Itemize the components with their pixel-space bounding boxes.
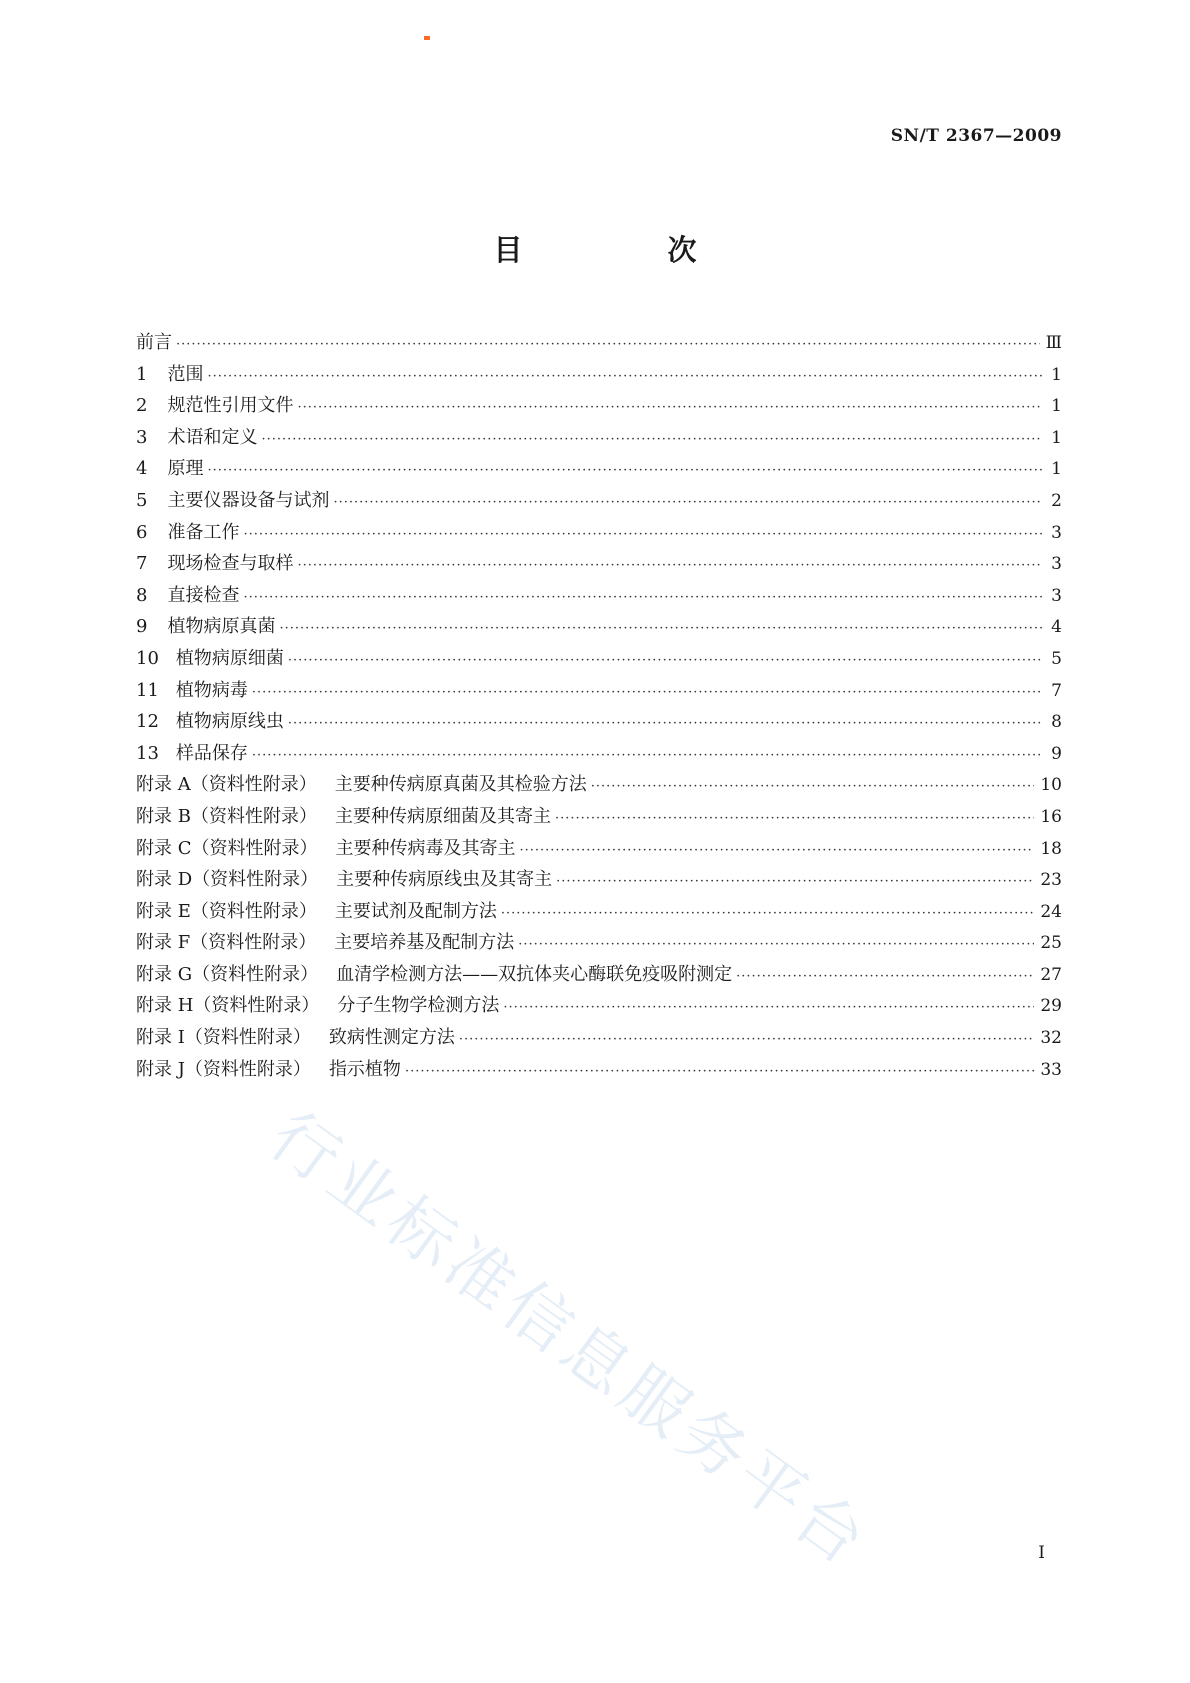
toc-entry-title: 分子生物学检测方法 xyxy=(337,995,500,1017)
toc-entry-label xyxy=(136,485,333,517)
dot-leader xyxy=(297,550,1042,582)
dot-leader xyxy=(243,582,1042,614)
dot-leader xyxy=(252,677,1042,709)
toc-entry[interactable] xyxy=(136,864,1062,896)
toc-entry-page: 29 xyxy=(1040,996,1062,1017)
toc-entry-label xyxy=(136,833,520,865)
toc-entry-page: 32 xyxy=(1040,1028,1062,1049)
toc-entry-label xyxy=(136,548,297,580)
toc-entry-page: 3 xyxy=(1051,554,1062,575)
dot-leader xyxy=(279,613,1042,645)
dot-leader xyxy=(518,929,1034,961)
toc-entry-number: 1 xyxy=(136,363,148,385)
toc-entry-number: 附录 I（资料性附录） xyxy=(136,1027,311,1049)
toc-entry-title: 主要种传病毒及其寄主 xyxy=(335,837,516,859)
dot-leader xyxy=(405,1056,1034,1088)
toc-entry-title: 主要种传病原真菌及其检验方法 xyxy=(334,774,587,796)
toc-entry-title: 指示植物 xyxy=(328,1058,401,1080)
table-of-contents xyxy=(136,327,1062,1085)
toc-entry-title: 植物病原细菌 xyxy=(175,647,284,669)
toc-entry-title: 主要种传病原线虫及其寄主 xyxy=(336,869,553,891)
toc-entry-title: 植物病毒 xyxy=(175,679,248,701)
toc-entry-page: 9 xyxy=(1051,743,1062,764)
toc-entry-number: 附录 C（资料性附录） xyxy=(136,837,318,859)
toc-entry-label xyxy=(136,390,297,422)
toc-entry-page: 33 xyxy=(1040,1059,1062,1080)
toc-entry[interactable] xyxy=(136,896,1062,928)
dot-leader xyxy=(297,392,1042,424)
toc-entry-label xyxy=(136,927,518,959)
toc-entry-page: 1 xyxy=(1051,459,1062,480)
dot-leader xyxy=(288,708,1042,740)
dot-leader xyxy=(207,455,1042,487)
toc-entry[interactable] xyxy=(136,801,1062,833)
page-number: I xyxy=(1038,1543,1045,1563)
toc-entry-page: 16 xyxy=(1040,806,1062,827)
toc-entry[interactable] xyxy=(136,675,1062,707)
toc-entry-number: 附录 D（资料性附录） xyxy=(136,869,319,891)
toc-entry-number: 3 xyxy=(136,426,148,448)
dot-leader xyxy=(252,740,1042,772)
toc-entry-page: 7 xyxy=(1051,680,1062,701)
toc-entry[interactable] xyxy=(136,327,1062,359)
toc-entry-number: 附录 E（资料性附录） xyxy=(136,900,317,922)
toc-entry-title: 现场检查与取样 xyxy=(167,553,294,575)
dot-leader xyxy=(207,361,1042,393)
dot-leader xyxy=(520,835,1035,867)
toc-entry-title: 植物病原线虫 xyxy=(175,711,284,733)
toc-entry-title: 前言 xyxy=(136,332,172,353)
toc-entry[interactable] xyxy=(136,990,1062,1022)
dot-leader xyxy=(176,329,1040,361)
toc-entry-number: 附录 J（资料性附录） xyxy=(136,1058,311,1080)
page-title: 目 次 xyxy=(493,233,755,267)
toc-entry-title: 直接检查 xyxy=(167,584,240,606)
toc-entry-label xyxy=(136,1022,459,1054)
toc-entry-number: 8 xyxy=(136,584,148,606)
toc-entry-label xyxy=(136,453,207,485)
toc-entry-number: 11 xyxy=(136,679,159,701)
toc-entry-page: 24 xyxy=(1040,901,1062,922)
toc-entry-title: 主要试剂及配制方法 xyxy=(334,900,497,922)
toc-entry[interactable] xyxy=(136,453,1062,485)
toc-entry[interactable] xyxy=(136,1054,1062,1086)
toc-entry[interactable] xyxy=(136,548,1062,580)
dot-leader xyxy=(243,519,1042,551)
standard-code: SN/T 2367—2009 xyxy=(890,126,1062,146)
toc-entry[interactable] xyxy=(136,359,1062,391)
toc-entry-number: 2 xyxy=(136,395,148,417)
toc-entry[interactable] xyxy=(136,738,1062,770)
toc-entry[interactable] xyxy=(136,1022,1062,1054)
toc-entry-label xyxy=(136,517,243,549)
toc-entry-number: 7 xyxy=(136,553,148,575)
toc-entry-title: 主要仪器设备与试剂 xyxy=(167,489,330,511)
toc-entry-number: 9 xyxy=(136,616,148,638)
toc-entry[interactable] xyxy=(136,390,1062,422)
toc-entry-title: 主要培养基及配制方法 xyxy=(334,932,515,954)
toc-entry-page: 18 xyxy=(1040,838,1062,859)
dot-leader xyxy=(556,866,1034,898)
toc-entry-page: Ⅲ xyxy=(1045,333,1062,353)
toc-entry-label xyxy=(136,706,288,738)
toc-entry[interactable] xyxy=(136,517,1062,549)
toc-entry-number: 附录 G（资料性附录） xyxy=(136,963,319,985)
toc-entry-label xyxy=(136,769,591,801)
toc-entry-title: 致病性测定方法 xyxy=(328,1027,455,1049)
toc-entry-label xyxy=(136,738,252,770)
toc-entry-page: 8 xyxy=(1051,712,1062,733)
toc-entry-page: 3 xyxy=(1051,522,1062,543)
toc-entry[interactable] xyxy=(136,769,1062,801)
toc-entry-title: 术语和定义 xyxy=(167,426,258,448)
dot-leader xyxy=(555,803,1034,835)
toc-entry-number: 附录 F（资料性附录） xyxy=(136,932,317,954)
toc-entry-number: 附录 H（资料性附录） xyxy=(136,995,320,1017)
toc-entry-page: 5 xyxy=(1051,648,1062,669)
toc-entry[interactable] xyxy=(136,485,1062,517)
toc-entry-label xyxy=(136,611,279,643)
toc-entry-number: 4 xyxy=(136,458,148,480)
toc-entry-label xyxy=(136,1054,405,1086)
toc-entry-title: 主要种传病原细菌及其寄主 xyxy=(334,805,551,827)
toc-entry-number: 附录 A（资料性附录） xyxy=(136,774,317,796)
dot-leader xyxy=(736,961,1034,993)
toc-entry-title: 范围 xyxy=(167,363,204,385)
toc-entry-label xyxy=(136,864,556,896)
dot-leader xyxy=(501,898,1034,930)
toc-entry-page: 4 xyxy=(1051,617,1062,638)
toc-entry-label xyxy=(136,359,207,391)
toc-entry-page: 10 xyxy=(1040,775,1062,796)
toc-entry-page: 1 xyxy=(1051,396,1062,417)
toc-entry-label xyxy=(136,801,555,833)
toc-entry[interactable] xyxy=(136,422,1062,454)
toc-entry-label xyxy=(136,422,261,454)
dot-leader xyxy=(288,645,1042,677)
toc-entry[interactable] xyxy=(136,959,1062,991)
toc-entry[interactable] xyxy=(136,833,1062,865)
toc-entry-label xyxy=(136,580,243,612)
dot-leader xyxy=(261,424,1042,456)
toc-entry-title: 规范性引用文件 xyxy=(167,395,294,417)
toc-entry-number: 5 xyxy=(136,489,148,511)
toc-entry-title: 植物病原真菌 xyxy=(167,616,276,638)
toc-entry-title: 样品保存 xyxy=(175,742,248,764)
watermark: 行业标准信息服务平台 xyxy=(255,1097,884,1583)
toc-entry-label xyxy=(136,896,501,928)
toc-entry[interactable] xyxy=(136,611,1062,643)
toc-entry-page: 1 xyxy=(1051,364,1062,385)
toc-entry-number: 附录 B（资料性附录） xyxy=(136,805,317,827)
toc-entry-label xyxy=(136,327,176,359)
toc-entry-label xyxy=(136,675,252,707)
toc-entry-page: 1 xyxy=(1051,427,1062,448)
dot-leader xyxy=(503,992,1034,1024)
toc-entry-number: 12 xyxy=(136,711,159,733)
toc-entry-title: 血清学检测方法——双抗体夹心酶联免疫吸附测定 xyxy=(336,963,733,985)
dot-leader xyxy=(459,1024,1035,1056)
toc-entry[interactable] xyxy=(136,706,1062,738)
toc-entry-label xyxy=(136,643,288,675)
toc-entry-title: 原理 xyxy=(167,458,204,480)
toc-entry-page: 3 xyxy=(1051,585,1062,606)
toc-entry-label xyxy=(136,990,503,1022)
toc-entry-title: 准备工作 xyxy=(167,521,240,543)
dot-leader xyxy=(591,771,1035,803)
toc-entry-page: 25 xyxy=(1040,933,1062,954)
toc-entry-label xyxy=(136,959,736,991)
toc-entry-page: 23 xyxy=(1040,870,1062,891)
corner-mark xyxy=(424,36,430,40)
toc-entry[interactable] xyxy=(136,643,1062,675)
toc-entry-number: 6 xyxy=(136,521,148,543)
toc-entry-page: 2 xyxy=(1051,490,1062,511)
toc-entry[interactable] xyxy=(136,927,1062,959)
toc-entry-page: 27 xyxy=(1040,964,1062,985)
toc-entry-number: 10 xyxy=(136,647,159,669)
toc-entry[interactable] xyxy=(136,580,1062,612)
dot-leader xyxy=(333,487,1042,519)
toc-entry-number: 13 xyxy=(136,742,159,764)
